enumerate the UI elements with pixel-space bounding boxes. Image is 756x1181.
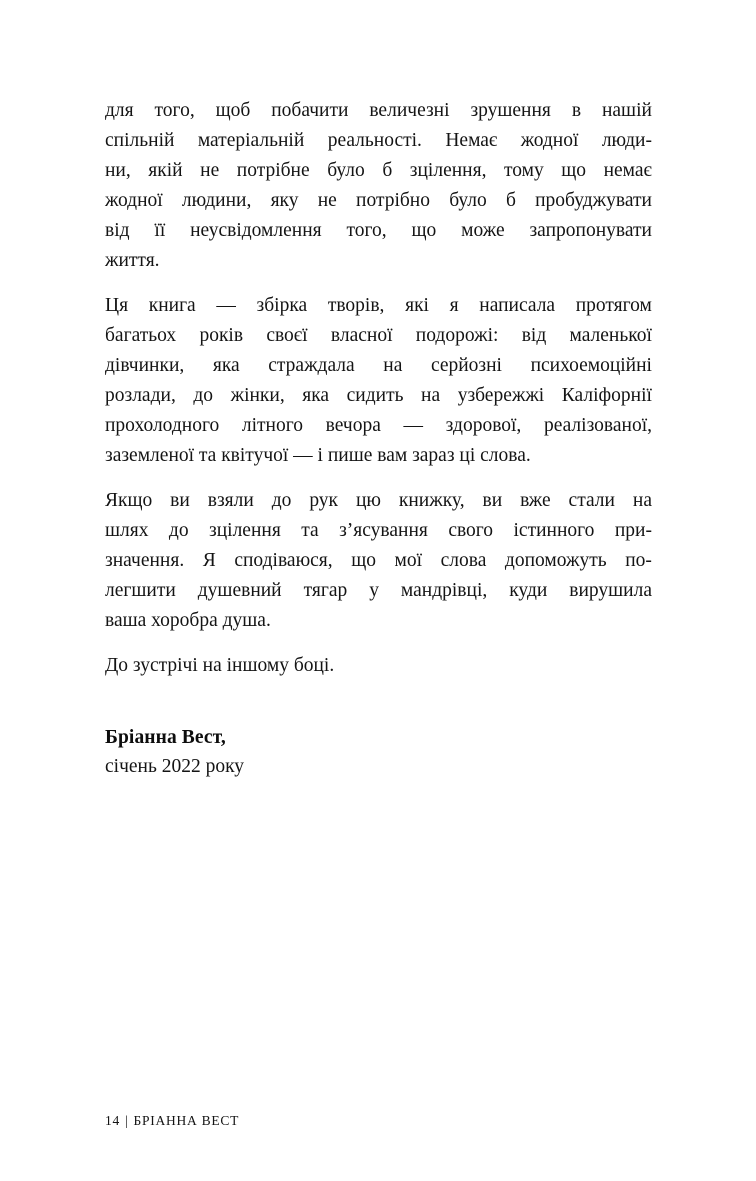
word: збірка bbox=[256, 295, 308, 316]
word: того, bbox=[154, 100, 195, 121]
word: здорової, bbox=[445, 415, 522, 436]
page-footer bbox=[105, 1112, 652, 1130]
word: яку bbox=[270, 190, 299, 211]
word: істинного bbox=[513, 520, 595, 541]
text-line bbox=[105, 156, 652, 186]
word: при- bbox=[614, 520, 652, 541]
word: стали bbox=[568, 490, 615, 511]
word: страждала bbox=[268, 355, 355, 376]
word: пробуджувати bbox=[535, 190, 652, 211]
word: своєї bbox=[266, 325, 308, 346]
word: цю bbox=[355, 490, 381, 511]
text-line: заземленої та квітучої — і пише вам зараз ці слова. bbox=[105, 445, 531, 466]
word: жодної bbox=[520, 130, 579, 151]
word: жодної bbox=[105, 190, 163, 211]
word: вечора bbox=[325, 415, 381, 436]
word: побачити bbox=[271, 100, 349, 121]
text-line bbox=[105, 186, 652, 216]
word: яка bbox=[212, 355, 240, 376]
text-line bbox=[105, 516, 652, 546]
word: дівчинки, bbox=[105, 355, 185, 376]
paragraph bbox=[105, 291, 652, 471]
word: жінки, bbox=[230, 385, 285, 406]
word: — bbox=[216, 295, 236, 316]
text-line bbox=[105, 291, 652, 321]
word: мої bbox=[394, 550, 423, 571]
word: було bbox=[327, 160, 365, 181]
word: — bbox=[403, 415, 424, 436]
word: від bbox=[105, 220, 130, 241]
word: того, bbox=[346, 220, 387, 241]
word: власної bbox=[330, 325, 393, 346]
word: реалізованої, bbox=[543, 415, 652, 436]
word: ни, bbox=[105, 160, 131, 181]
word: було bbox=[449, 190, 487, 211]
text-line: До зустрічі на іншому боці. bbox=[105, 655, 335, 676]
word: тягар bbox=[303, 580, 348, 601]
word: сидить bbox=[346, 385, 404, 406]
word: з’ясування bbox=[339, 520, 428, 541]
word: Якщо bbox=[105, 490, 153, 511]
text-line bbox=[105, 321, 652, 351]
word: допоможуть bbox=[504, 550, 607, 571]
word: узбережжі bbox=[457, 385, 545, 406]
word: на bbox=[632, 490, 652, 511]
word: вже bbox=[520, 490, 551, 511]
word: ви bbox=[482, 490, 503, 511]
body-text-block bbox=[105, 96, 652, 696]
word: в bbox=[571, 100, 582, 121]
word: у bbox=[369, 580, 379, 601]
word: книжку, bbox=[398, 490, 465, 511]
word: запропонувати bbox=[529, 220, 652, 241]
signature-date: січень 2022 року bbox=[105, 756, 245, 777]
word: мандрівці, bbox=[400, 580, 488, 601]
word: нашій bbox=[601, 100, 652, 121]
word: які bbox=[405, 295, 429, 316]
word: величезні bbox=[369, 100, 450, 121]
text-line: життя. bbox=[105, 250, 160, 271]
word: б bbox=[382, 160, 393, 181]
word: куди bbox=[509, 580, 548, 601]
word: протягом bbox=[575, 295, 652, 316]
word: що bbox=[411, 220, 437, 241]
word: зрушення bbox=[470, 100, 551, 121]
word: зцілення, bbox=[409, 160, 487, 181]
word: взяли bbox=[207, 490, 254, 511]
word: по- bbox=[625, 550, 652, 571]
word: її bbox=[154, 220, 166, 241]
text-line bbox=[105, 351, 652, 381]
word: щоб bbox=[215, 100, 251, 121]
word: до bbox=[168, 520, 189, 541]
text-line bbox=[105, 216, 652, 246]
word: на bbox=[383, 355, 403, 376]
word: неусвідомлення bbox=[190, 220, 322, 241]
word: може bbox=[461, 220, 505, 241]
footer-page-number: 14 bbox=[105, 1113, 120, 1128]
word: потрібно bbox=[356, 190, 430, 211]
word: розлади, bbox=[105, 385, 176, 406]
word: тому bbox=[504, 160, 544, 181]
footer-author-name: БРІАННА ВЕСТ bbox=[133, 1113, 240, 1128]
text-line bbox=[105, 126, 652, 156]
paragraph bbox=[105, 486, 652, 636]
word: що bbox=[561, 160, 587, 181]
text-line bbox=[105, 486, 652, 516]
word: Я bbox=[202, 550, 216, 571]
word: якій bbox=[148, 160, 183, 181]
word: книга bbox=[148, 295, 196, 316]
word: багатьох bbox=[105, 325, 177, 346]
word: років bbox=[199, 325, 244, 346]
text-line bbox=[105, 576, 652, 606]
word: немає bbox=[603, 160, 652, 181]
word: спільній bbox=[105, 130, 175, 151]
word: серйозні bbox=[430, 355, 502, 376]
word: Ця bbox=[105, 295, 129, 316]
word: яка bbox=[302, 385, 330, 406]
word: потрібне bbox=[236, 160, 310, 181]
word: матеріальній bbox=[197, 130, 305, 151]
word: сподіваюся, bbox=[234, 550, 333, 571]
word: рук bbox=[309, 490, 339, 511]
word: людини, bbox=[181, 190, 252, 211]
signature-author-name: Бріанна Вест, bbox=[105, 727, 226, 748]
word: на bbox=[421, 385, 441, 406]
word: свого bbox=[448, 520, 494, 541]
word: душевний bbox=[197, 580, 282, 601]
word: реальності. bbox=[327, 130, 422, 151]
word: вирушила bbox=[569, 580, 652, 601]
word: я bbox=[449, 295, 459, 316]
word: від bbox=[521, 325, 547, 346]
word: Каліфорнії bbox=[561, 385, 652, 406]
paragraph bbox=[105, 651, 652, 681]
word: люди- bbox=[601, 130, 652, 151]
word: подорожі: bbox=[415, 325, 499, 346]
word: до bbox=[193, 385, 214, 406]
word: шлях bbox=[105, 520, 149, 541]
word: значення. bbox=[105, 550, 185, 571]
text-line bbox=[105, 96, 652, 126]
word: для bbox=[105, 100, 134, 121]
word: до bbox=[271, 490, 292, 511]
word: не bbox=[317, 190, 337, 211]
word: Немає bbox=[445, 130, 498, 151]
word: та bbox=[301, 520, 319, 541]
word: ви bbox=[170, 490, 190, 511]
word: слова bbox=[440, 550, 487, 571]
text-line bbox=[105, 381, 652, 411]
word: творів, bbox=[327, 295, 385, 316]
word: літного bbox=[241, 415, 304, 436]
text-line bbox=[105, 411, 652, 441]
word: легшити bbox=[105, 580, 176, 601]
word: б bbox=[505, 190, 516, 211]
word: написала bbox=[479, 295, 556, 316]
word: не bbox=[200, 160, 220, 181]
word: зцілення bbox=[209, 520, 281, 541]
word: що bbox=[351, 550, 376, 571]
paragraph bbox=[105, 96, 652, 276]
signature-block bbox=[105, 723, 652, 781]
word: маленької bbox=[569, 325, 652, 346]
text-line bbox=[105, 546, 652, 576]
footer-separator: | bbox=[125, 1113, 129, 1128]
text-line: ваша хоробра душа. bbox=[105, 610, 271, 631]
word: психоемоційні bbox=[530, 355, 652, 376]
word: прохолодного bbox=[105, 415, 220, 436]
